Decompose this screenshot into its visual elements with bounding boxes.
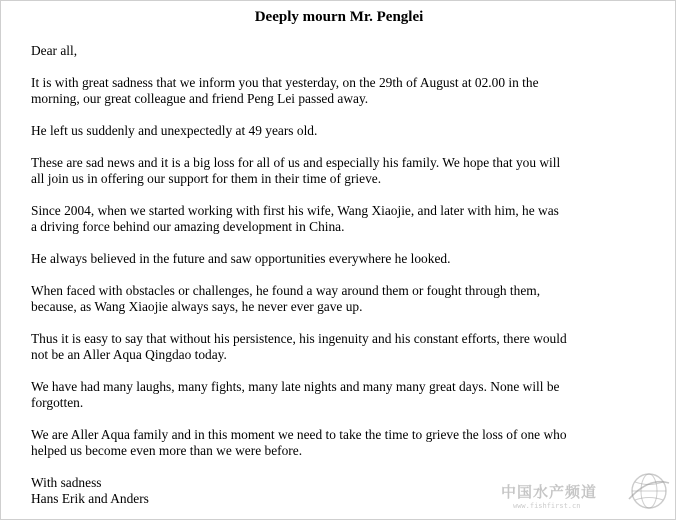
signatories: Hans Erik and Anders (31, 491, 149, 506)
closing-line: With sadness (31, 475, 102, 490)
paragraph-belief (31, 251, 633, 267)
text-line: because, as Wang Xiaojie always says, he never ever gave up. (31, 299, 363, 314)
paragraph-salutation (31, 43, 633, 59)
paragraph-family (31, 427, 633, 459)
paragraph-age (31, 123, 633, 139)
text-line: not be an Aller Aqua Qingdao today. (31, 347, 227, 362)
text-line: Thus it is easy to say that without his persistence, his ingenuity and his constant efforts, there would (31, 331, 567, 346)
text-line: We are Aller Aqua family and in this moment we need to take the time to grieve the loss of one who (31, 427, 567, 442)
text-line: These are sad news and it is a big loss for all of us and especially his family. We hope that you will (31, 155, 561, 170)
paragraph-support (31, 155, 633, 187)
paragraph-history (31, 203, 633, 235)
text-line: He always believed in the future and saw opportunities everywhere he looked. (31, 251, 451, 266)
paragraph-memories (31, 379, 633, 411)
globe-icon (627, 469, 671, 513)
watermark-text: 中国水产频道 (501, 483, 598, 501)
text-line: We have had many laughs, many fights, many late nights and many many great days. None will be (31, 379, 560, 394)
text-line: He left us suddenly and unexpectedly at 49 years old. (31, 123, 318, 138)
text-line: helped us become even more than we were before. (31, 443, 303, 458)
letter-body (31, 43, 633, 507)
watermark (501, 467, 671, 515)
text-line: It is with great sadness that we inform you that yesterday, on the 29th of August at 02.00 in the (31, 75, 539, 90)
text-line: When faced with obstacles or challenges, he found a way around them or fought through them, (31, 283, 541, 298)
text-line: Since 2004, when we started working with first his wife, Wang Xiaojie, and later with him, he was (31, 203, 559, 218)
text-line: morning, our great colleague and friend Peng Lei passed away. (31, 91, 369, 106)
text-line: Dear all, (31, 43, 78, 58)
paragraph-obstacles (31, 283, 633, 315)
watermark-url: www.fishfirst.cn (513, 502, 581, 510)
page-title: Deeply mourn Mr. Penglei (254, 9, 424, 25)
paragraph-announcement (31, 75, 633, 107)
text-line: all join us in offering our support for them in their time of grieve. (31, 171, 382, 186)
text-line: a driving force behind our amazing development in China. (31, 219, 345, 234)
paragraph-persistence (31, 331, 633, 363)
text-line: forgotten. (31, 395, 84, 410)
